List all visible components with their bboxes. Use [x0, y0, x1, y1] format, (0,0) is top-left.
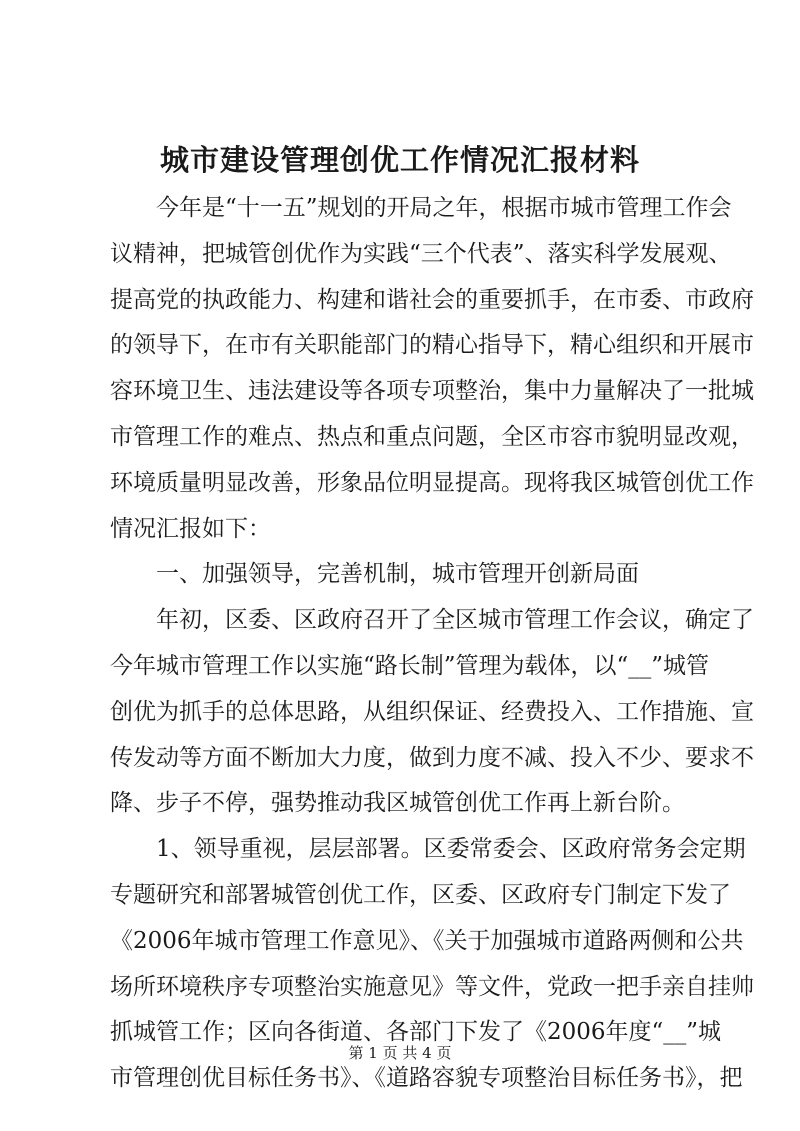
paragraph-line: 创优为抓手的总体思路，从组织保证、经费投入、工作措施、宣	[110, 698, 754, 725]
paragraph-line: 专题研究和部署城管创优工作，区委、区政府专门制定下发了	[110, 881, 731, 908]
paragraph-line: 传发动等方面不断加大力度，做到力度不减、投入不少、要求不	[110, 744, 754, 771]
paragraph-line: 容环境卫生、违法建设等各项专项整治，集中力量解决了一批城	[110, 378, 754, 405]
paragraph-line: 市管理创优目标任务书》、《道路容貌专项整治目标任务书》，把	[110, 1065, 743, 1092]
paragraph-line: 环境质量明显改善，形象品位明显提高。现将我区城管创优工作	[110, 469, 754, 496]
paragraph-line: 议精神，把城管创优作为实践“三个代表”、落实科学发展观、	[110, 240, 732, 267]
section-heading: 一、加强领导，完善机制，城市管理开创新局面	[156, 561, 639, 588]
paragraph-line: 抓城管工作；区向各街道、各部门下发了《2006年度“__”城	[110, 1019, 722, 1046]
paragraph-line: 年初，区委、区政府召开了全区城市管理工作会议，确定了	[156, 607, 754, 634]
document-title: 城市建设管理创优工作情况汇报材料	[159, 143, 640, 177]
paragraph-line: 的领导下，在市有关职能部门的精心指导下，精心组织和开展市	[110, 332, 754, 359]
paragraph-line: 《2006年城市管理工作意见》、《关于加强城市道路两侧和公共	[110, 927, 744, 954]
paragraph-line: 市管理工作的难点、热点和重点问题，全区市容市貌明显改观，	[110, 423, 754, 450]
paragraph-line: 今年城市管理工作以实施“路长制”管理为载体，以“__”城管	[110, 652, 710, 679]
paragraph-line: 提高党的执政能力、构建和谐社会的重要抓手，在市委、市政府	[110, 286, 754, 313]
page-number-footer: 第 1 页 共 4 页	[348, 1044, 452, 1062]
paragraph-line: 1、领导重视，层层部署。区委常委会、区政府常务会定期	[156, 836, 746, 863]
paragraph-line: 今年是“十一五”规划的开局之年，根据市城市管理工作会	[156, 195, 732, 221]
document-body	[110, 186, 754, 1102]
paragraph-line: 场所环境秩序专项整治实施意见》等文件，党政一把手亲自挂帅	[110, 973, 754, 1000]
paragraph-line: 降、步子不停，强势推动我区城管创优工作再上新台阶。	[110, 790, 685, 817]
paragraph-line: 情况汇报如下：	[110, 515, 271, 542]
